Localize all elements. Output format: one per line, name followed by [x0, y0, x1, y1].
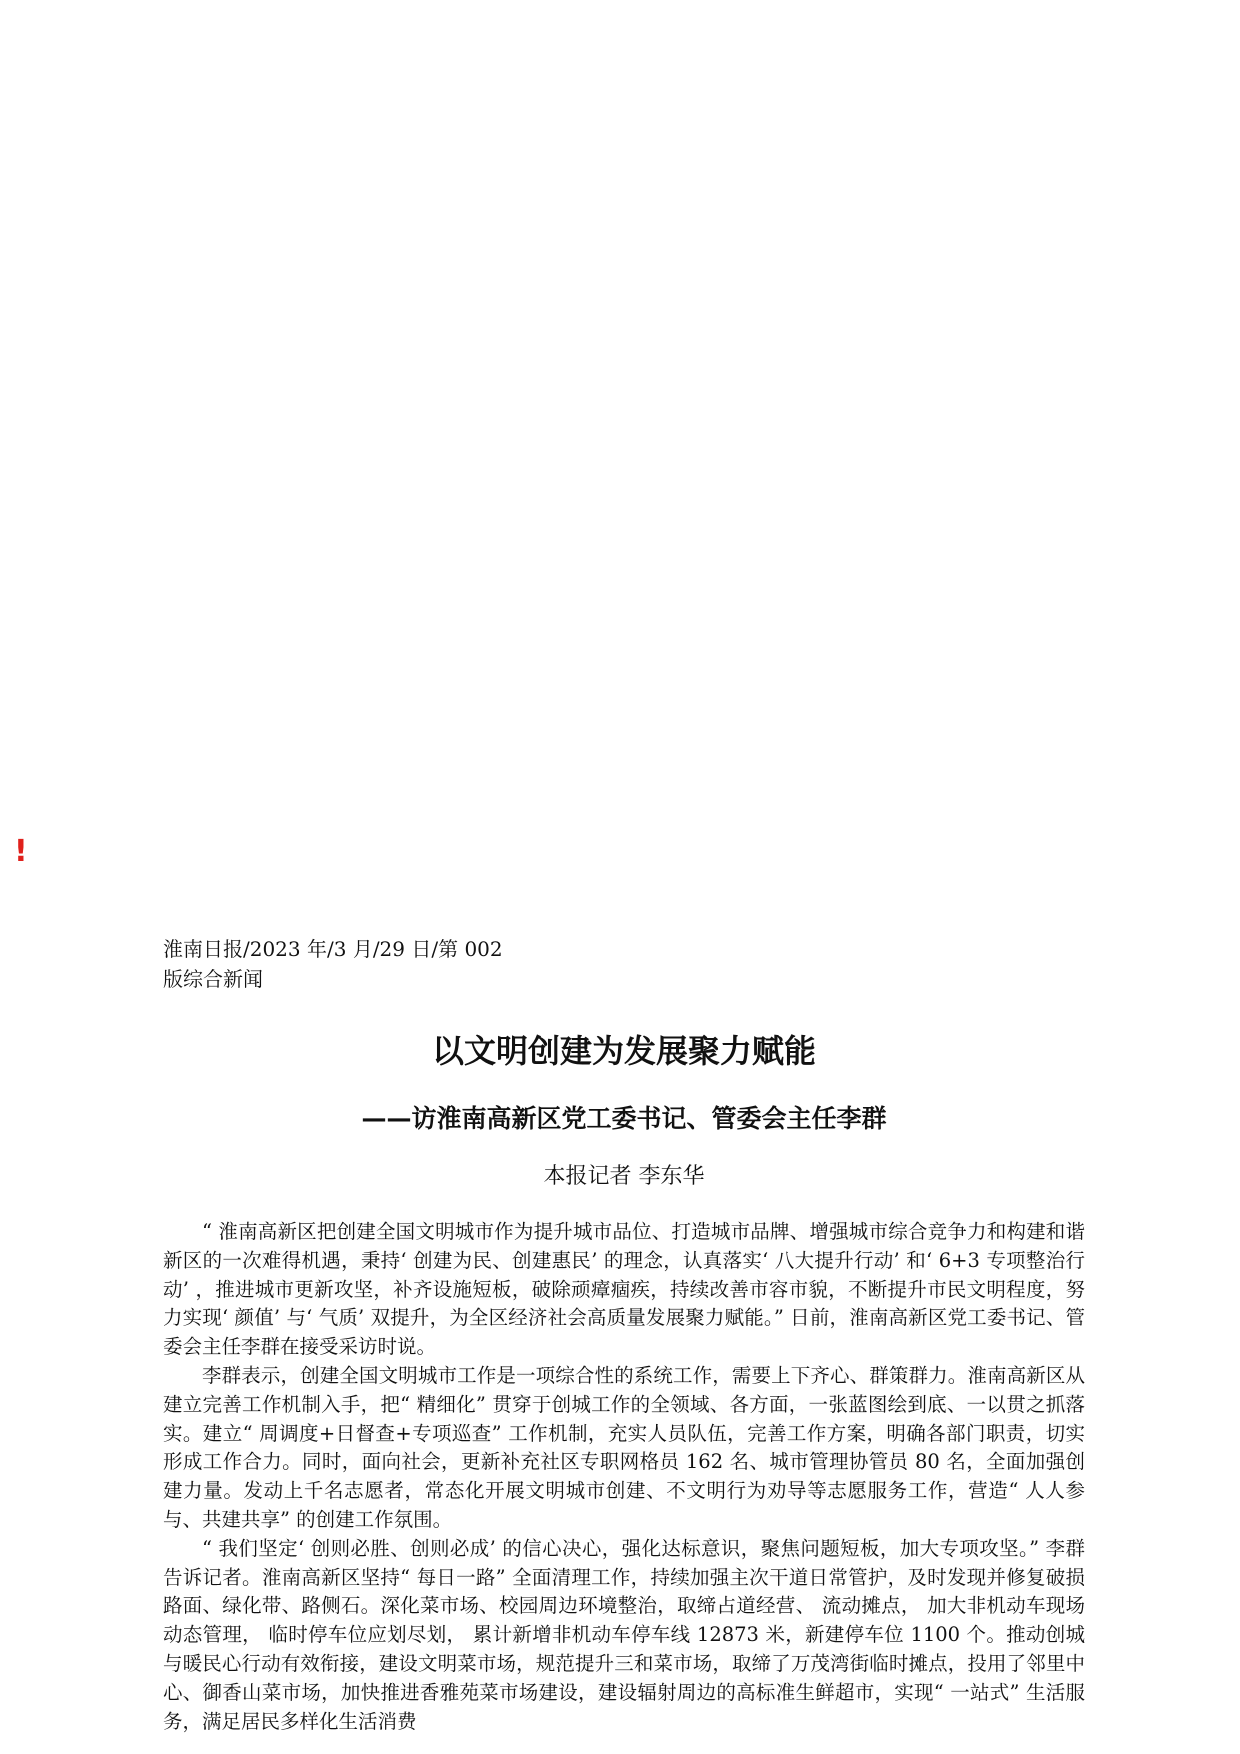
news-article	[163, 934, 1085, 1736]
article-source-line: 淮南日报/2023 年/3 月/29 日/第 002 版综合新闻	[163, 937, 503, 991]
article-paragraph: “ 我们坚定‘ 创则必胜、创则必成’ 的信心决心，强化达标意识，聚焦问题短板，加大专项攻坚。” 李群告诉记者。淮南高新区坚持“ 每日一路” 全面清理工作，持续加强主次干道日常管护，及时发现并修复破损路面、绿化带、路侧石。深化菜市场、校园周边环境整治，取缔占道经营、 流动摊点， 加大非机动车现场动态管理， 临时停车位应划尽划， 累计新增非机动车停车线 12873 米，新建停车位 1100 个。推动创城与暖民心行动有效衔接，建设文明菜市场，规范提升三和菜市场，取缔了万茂湾街临时摊点，投用了邻里中心、御香山菜市场，加快推进香雅苑菜市场建设，建设辐射周边的高标准生鲜超市，实现“ 一站式” 生活服务，满足居民多样化生活消费	[163, 1536, 1085, 1733]
red-exclamation-mark: !	[14, 834, 28, 869]
article-paragraph: 李群表示，创建全国文明城市工作是一项综合性的系统工作，需要上下齐心、群策群力。淮南高新区从建立完善工作机制入手，把“ 精细化” 贯穿于创城工作的全领域、各方面，一张蓝图绘到底、一以贯之抓落实。建立“ 周调度+日督查+专项巡查” 工作机制，充实人员队伍，完善工作方案，明确各部门职责，切实形成工作合力。同时，面向社会，更新补充社区专职网格员 162 名、城市管理协管员 80 名，全面加强创建力量。发动上千名志愿者，常态化开展文明城市创建、不文明行为劝导等志愿服务工作，营造“ 人人参与、共建共享” 的创建工作氛围。	[163, 1363, 1085, 1531]
article-body	[163, 1218, 1085, 1736]
article-subheadline: ——访淮南高新区党工委书记、管委会主任李群	[361, 1104, 887, 1133]
article-headline: 以文明创建为发展聚力赋能	[431, 1032, 816, 1070]
article-byline: 本报记者 李东华	[543, 1164, 705, 1189]
article-paragraph: “ 淮南高新区把创建全国文明城市作为提升城市品位、打造城市品牌、增强城市综合竞争力和构建和谐新区的一次难得机遇，秉持‘ 创建为民、创建惠民’ 的理念，认真落实‘ 八大提升行动’ 和‘ 6+3 专项整治行动’ ，推进城市更新攻坚，补齐设施短板，破除顽瘴痼疾，持续改善市容市貌，不断提升市民文明程度，努力实现‘ 颜值’ 与‘ 气质’ 双提升，为全区经济社会高质量发展聚力赋能。” 日前，淮南高新区党工委书记、管委会主任李群在接受采访时说。	[163, 1220, 1085, 1359]
